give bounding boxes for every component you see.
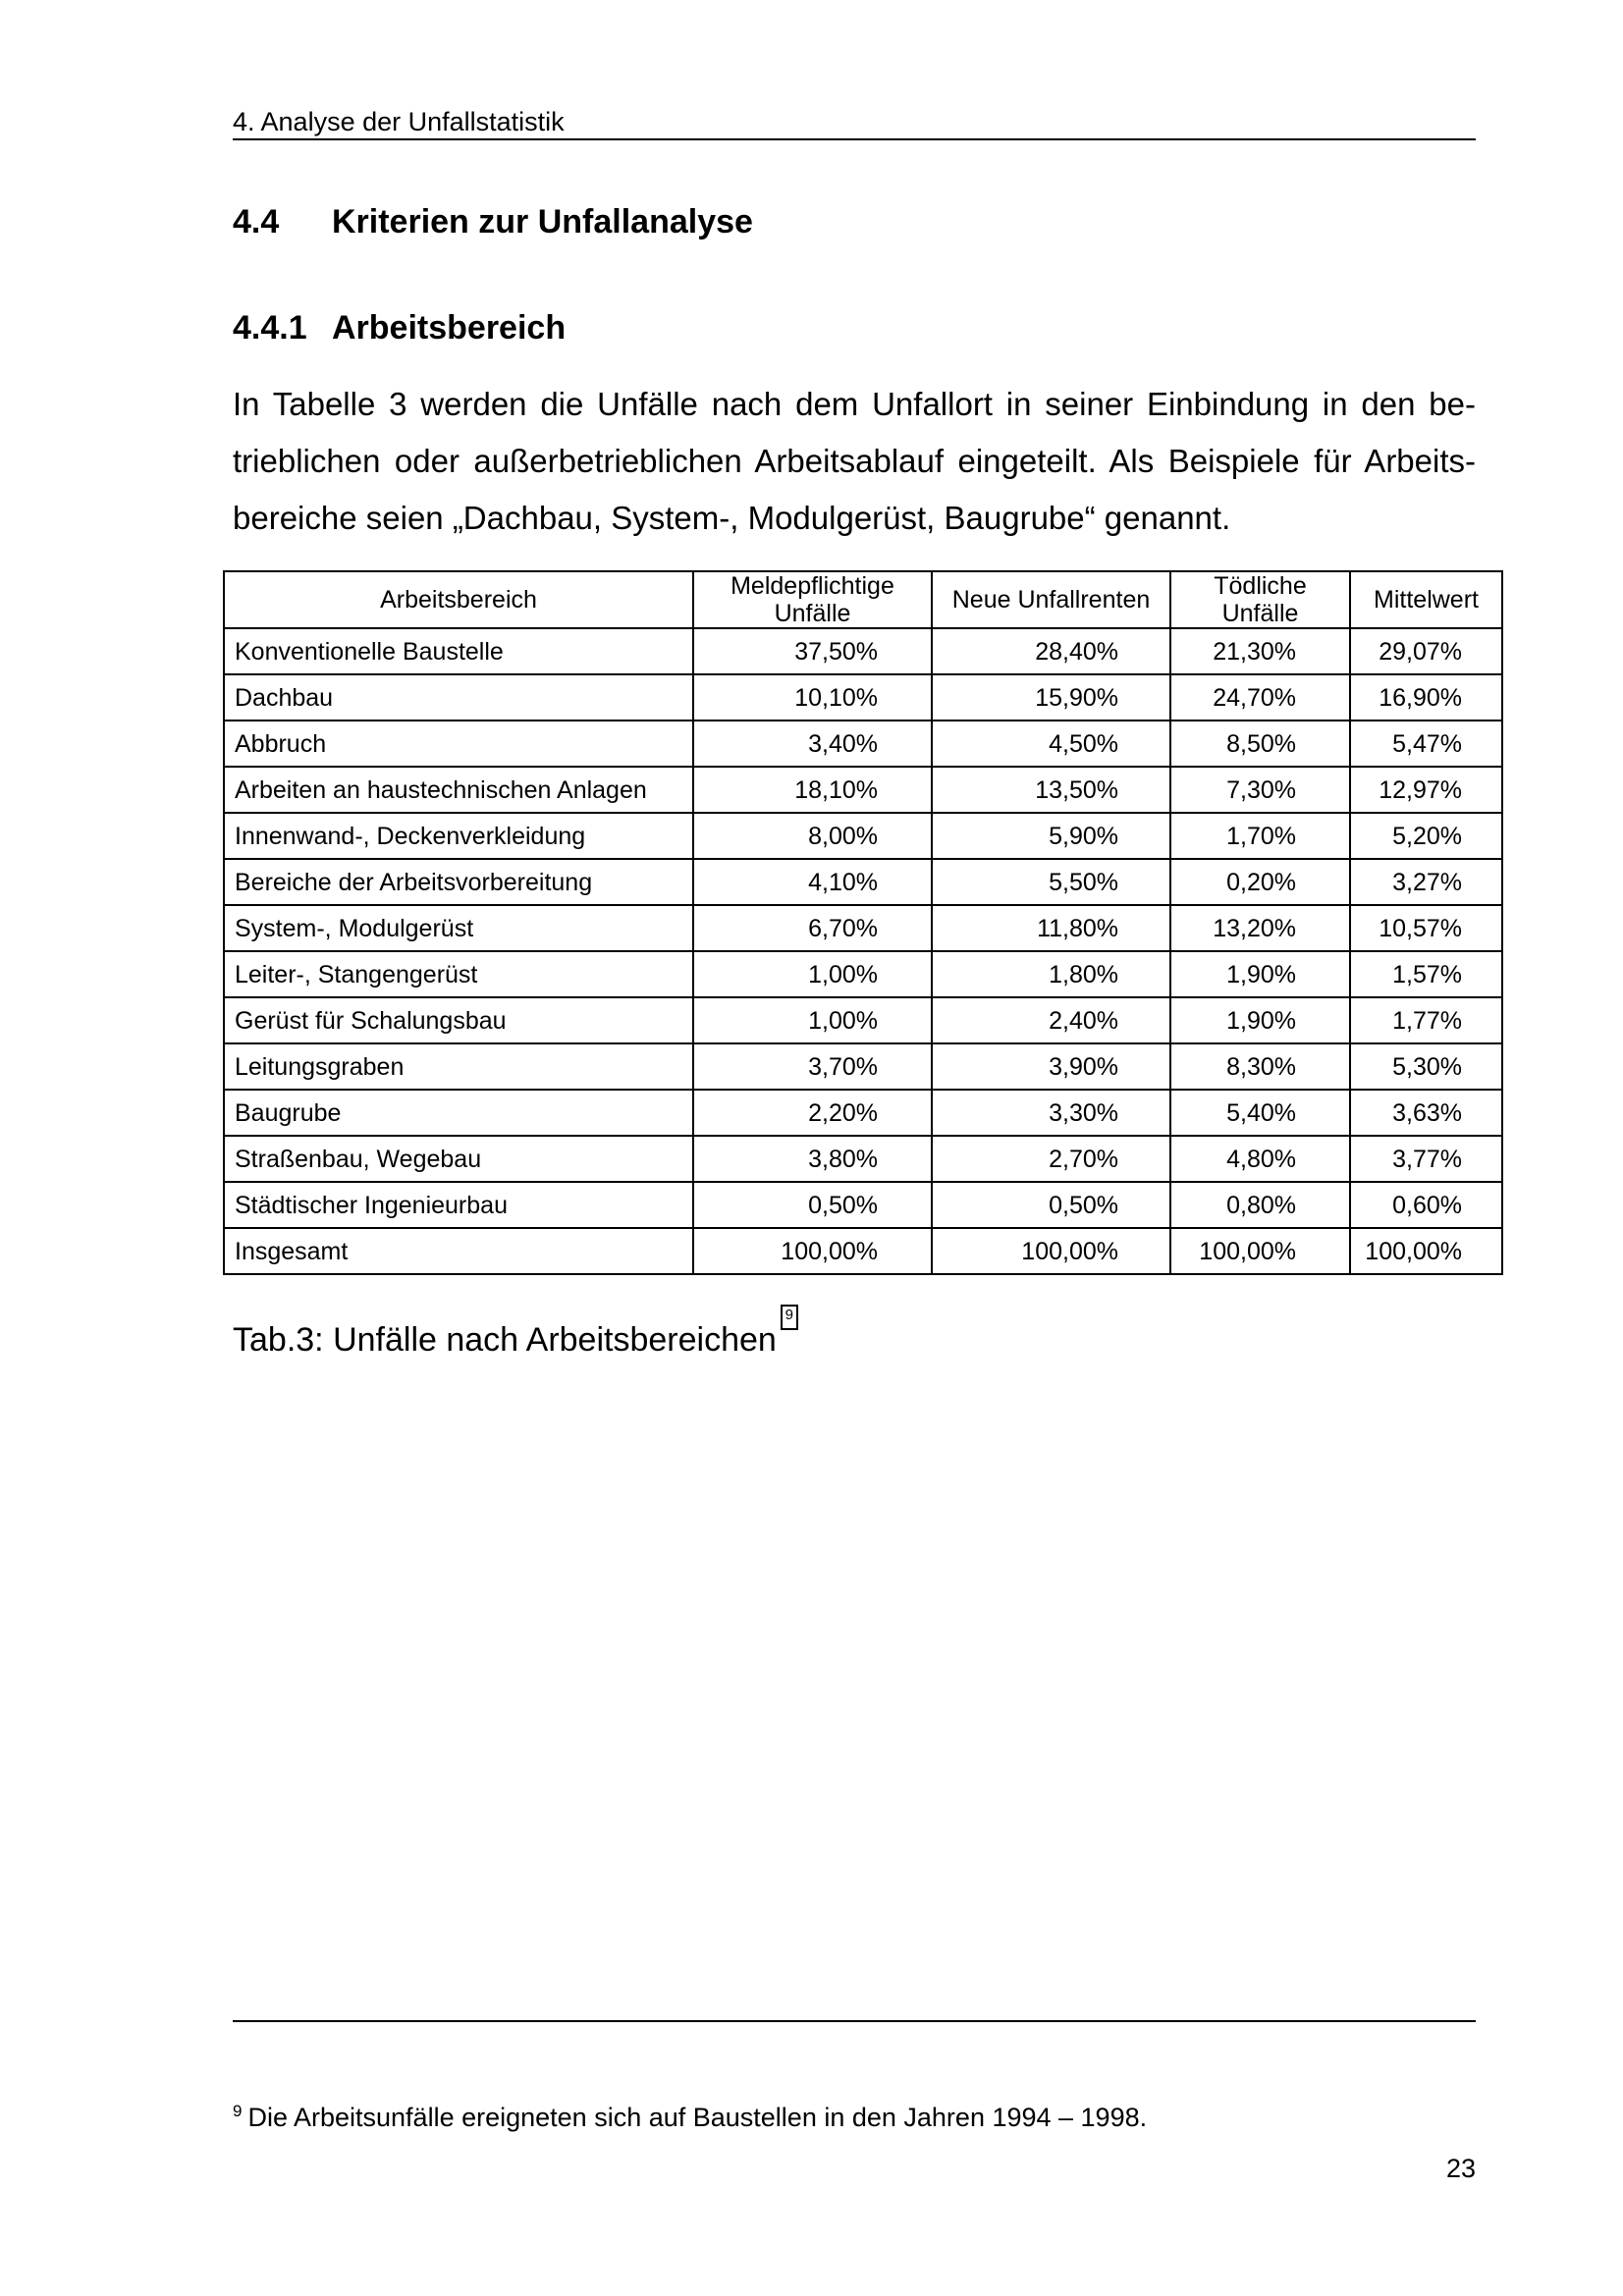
value-cell: 3,77% xyxy=(1350,1136,1502,1182)
value-cell: 3,80% xyxy=(693,1136,932,1182)
row-label-cell: Städtischer Ingenieurbau xyxy=(224,1182,693,1228)
value-cell: 28,40% xyxy=(932,628,1170,674)
footnote xyxy=(233,2101,1147,2134)
row-label-cell: Baugrube xyxy=(224,1090,693,1136)
value-cell: 5,47% xyxy=(1350,721,1502,767)
column-header: Tödliche Unfälle xyxy=(1170,571,1350,628)
value-cell: 16,90% xyxy=(1350,674,1502,721)
value-cell: 0,50% xyxy=(932,1182,1170,1228)
value-cell: 37,50% xyxy=(693,628,932,674)
table-row xyxy=(224,1136,1502,1182)
value-cell: 8,00% xyxy=(693,813,932,859)
value-cell: 29,07% xyxy=(1350,628,1502,674)
table-row xyxy=(224,628,1502,674)
value-cell: 3,63% xyxy=(1350,1090,1502,1136)
value-cell: 1,00% xyxy=(693,997,932,1043)
section-heading xyxy=(233,200,753,243)
row-label-cell: Bereiche der Arbeitsvorbereitung xyxy=(224,859,693,905)
value-cell: 4,80% xyxy=(1170,1136,1350,1182)
row-label-cell: Abbruch xyxy=(224,721,693,767)
value-cell: 11,80% xyxy=(932,905,1170,951)
value-cell: 1,90% xyxy=(1170,951,1350,997)
page-number: 23 xyxy=(1445,2154,1476,2183)
value-cell: 3,70% xyxy=(693,1043,932,1090)
value-cell: 5,30% xyxy=(1350,1043,1502,1090)
value-cell: 2,40% xyxy=(932,997,1170,1043)
table-row xyxy=(224,997,1502,1043)
row-label-cell: Leiter-, Stangengerüst xyxy=(224,951,693,997)
table-row xyxy=(224,951,1502,997)
value-cell: 8,30% xyxy=(1170,1043,1350,1090)
table-row xyxy=(224,1182,1502,1228)
value-cell: 1,80% xyxy=(932,951,1170,997)
table-caption xyxy=(233,1307,798,1362)
table-row xyxy=(224,905,1502,951)
section-number: 4.4 xyxy=(233,203,280,240)
caption-text: Tab.3: Unfälle nach Arbeitsbereichen xyxy=(233,1321,777,1359)
value-cell: 0,80% xyxy=(1170,1182,1350,1228)
value-cell: 3,90% xyxy=(932,1043,1170,1090)
value-cell: 13,50% xyxy=(932,767,1170,813)
table-row xyxy=(224,767,1502,813)
value-cell: 4,10% xyxy=(693,859,932,905)
value-cell: 13,20% xyxy=(1170,905,1350,951)
table-row xyxy=(224,1090,1502,1136)
value-cell: 10,57% xyxy=(1350,905,1502,951)
table-row xyxy=(224,721,1502,767)
subsection-number: 4.4.1 xyxy=(233,309,307,347)
value-cell: 100,00% xyxy=(1170,1228,1350,1274)
table-row xyxy=(224,813,1502,859)
row-label-cell: Insgesamt xyxy=(224,1228,693,1274)
column-header: Meldepflichtige Unfälle xyxy=(693,571,932,628)
value-cell: 5,90% xyxy=(932,813,1170,859)
table-row xyxy=(224,859,1502,905)
running-header: 4. Analyse der Unfallstatistik xyxy=(233,106,1476,140)
value-cell: 1,57% xyxy=(1350,951,1502,997)
value-cell: 5,50% xyxy=(932,859,1170,905)
value-cell: 4,50% xyxy=(932,721,1170,767)
value-cell: 2,70% xyxy=(932,1136,1170,1182)
subsection-heading xyxy=(233,306,566,349)
accident-table xyxy=(223,570,1503,1275)
table-row xyxy=(224,1228,1502,1274)
footnote-marker: 9 xyxy=(233,2102,243,2120)
row-label-cell: System-, Modulgerüst xyxy=(224,905,693,951)
value-cell: 100,00% xyxy=(1350,1228,1502,1274)
row-label-cell: Arbeiten an haustechnischen Anlagen xyxy=(224,767,693,813)
footnote-text: Die Arbeitsunfälle ereigneten sich auf Baustellen in den Jahren 1994 – 1998. xyxy=(247,2103,1148,2132)
column-header: Mittelwert xyxy=(1350,571,1502,628)
row-label-cell: Gerüst für Schalungsbau xyxy=(224,997,693,1043)
value-cell: 15,90% xyxy=(932,674,1170,721)
table-row xyxy=(224,1043,1502,1090)
body-paragraph xyxy=(233,376,1476,547)
value-cell: 21,30% xyxy=(1170,628,1350,674)
row-label-cell: Konventionelle Baustelle xyxy=(224,628,693,674)
table-row xyxy=(224,674,1502,721)
value-cell: 5,40% xyxy=(1170,1090,1350,1136)
value-cell: 100,00% xyxy=(932,1228,1170,1274)
value-cell: 12,97% xyxy=(1350,767,1502,813)
value-cell: 5,20% xyxy=(1350,813,1502,859)
value-cell: 3,30% xyxy=(932,1090,1170,1136)
value-cell: 0,20% xyxy=(1170,859,1350,905)
row-label-cell: Innenwand-, Deckenverkleidung xyxy=(224,813,693,859)
paragraph-line: bereiche seien „Dachbau, System-, Modulgerüst, Baugrube“ genannt. xyxy=(233,500,1231,536)
column-header: Neue Unfallrenten xyxy=(932,571,1170,628)
value-cell: 1,00% xyxy=(693,951,932,997)
section-title: Kriterien zur Unfallanalyse xyxy=(332,203,753,240)
row-label-cell: Straßenbau, Wegebau xyxy=(224,1136,693,1182)
value-cell: 1,77% xyxy=(1350,997,1502,1043)
row-label-cell: Leitungsgraben xyxy=(224,1043,693,1090)
value-cell: 7,30% xyxy=(1170,767,1350,813)
value-cell: 6,70% xyxy=(693,905,932,951)
value-cell: 1,70% xyxy=(1170,813,1350,859)
row-label-cell: Dachbau xyxy=(224,674,693,721)
value-cell: 1,90% xyxy=(1170,997,1350,1043)
subsection-title: Arbeitsbereich xyxy=(332,309,567,347)
paragraph-line: In Tabelle 3 werden die Unfälle nach dem Unfallort in seiner Einbindung in den be- xyxy=(233,386,1476,422)
value-cell: 3,27% xyxy=(1350,859,1502,905)
footnote-reference[interactable]: 9 xyxy=(781,1305,798,1330)
value-cell: 0,60% xyxy=(1350,1182,1502,1228)
value-cell: 3,40% xyxy=(693,721,932,767)
value-cell: 18,10% xyxy=(693,767,932,813)
table-body xyxy=(224,628,1502,1274)
paragraph-line: trieblichen oder außerbetrieblichen Arbeitsablauf eingeteilt. Als Beispiele für Arbeits- xyxy=(233,443,1476,479)
value-cell: 10,10% xyxy=(693,674,932,721)
value-cell: 8,50% xyxy=(1170,721,1350,767)
value-cell: 24,70% xyxy=(1170,674,1350,721)
table-header-row xyxy=(224,571,1502,628)
footnote-divider xyxy=(233,2020,1476,2022)
value-cell: 0,50% xyxy=(693,1182,932,1228)
value-cell: 2,20% xyxy=(693,1090,932,1136)
value-cell: 100,00% xyxy=(693,1228,932,1274)
column-header: Arbeitsbereich xyxy=(224,571,693,628)
